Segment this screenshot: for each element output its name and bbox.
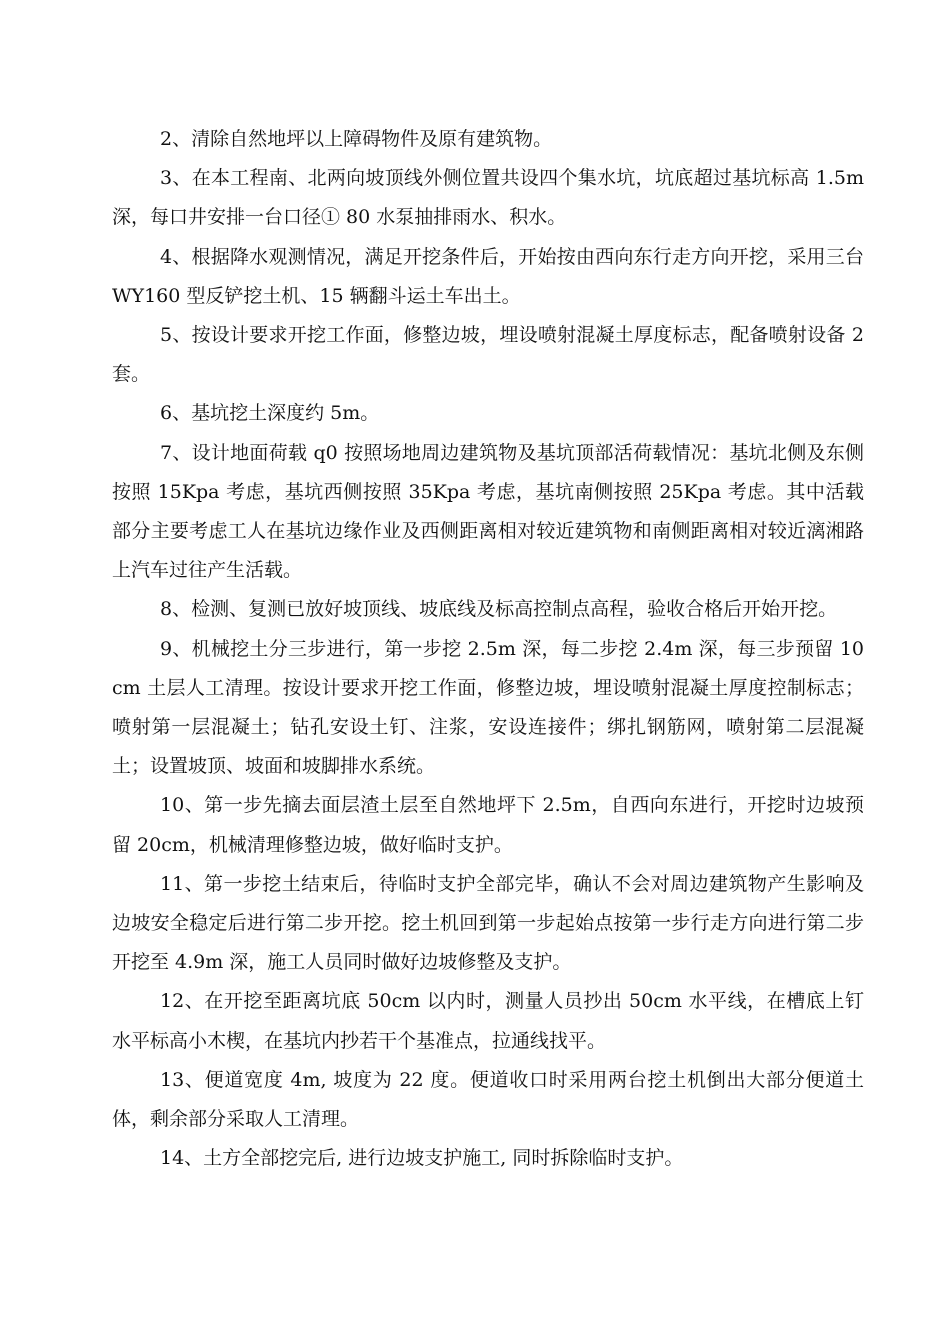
paragraph-item-6: 6、基坑挖土深度约 5m。 <box>160 402 380 425</box>
paragraph-item-3: 3、在本工程南、北两向坡顶线外侧位置共设四个集水坑，坑底超过基坑标高 1.5m 深，每口井安排一台口径① 80 水泵抽排雨水、积水。 <box>112 167 864 229</box>
paragraph-item-13: 13、便道宽度 4m, 坡度为 22 度。便道收口时采用两台挖土机倒出大部分便道土体，剩余部分采取人工清理。 <box>112 1068 864 1131</box>
document-body <box>112 120 864 1178</box>
paragraph-item-5: 5、按设计要求开挖工作面，修整边坡，埋设喷射混凝土厚度标志，配备喷射设备 2 套。 <box>112 324 864 386</box>
paragraph-item-14: 14、土方全部挖完后, 进行边坡支护施工, 同时拆除临时支护。 <box>160 1147 684 1170</box>
paragraph-item-12: 12、在开挖至距离坑底 50cm 以内时，测量人员抄出 50cm 水平线，在槽底上钉水平标高小木楔，在基坑内抄若干个基准点，拉通线找平。 <box>112 990 864 1052</box>
paragraph-item-2: 2、清除自然地坪以上障碍物件及原有建筑物。 <box>160 128 553 150</box>
paragraph-item-11: 11、第一步挖土结束后，待临时支护全部完毕，确认不会对周边建筑物产生影响及边坡安全稳定后进行第二步开挖。挖土机回到第一步起始点按第一步行走方向进行第二步开挖至 4.9m 深，施工人员同时做好边坡修整及支护。 <box>112 872 864 974</box>
paragraph-item-10: 10、第一步先摘去面层渣土层至自然地坪下 2.5m，自西向东进行，开挖时边坡预留 20cm，机械清理修整边坡，做好临时支护。 <box>112 794 864 856</box>
paragraph-item-7: 7、设计地面荷载 q0 按照场地周边建筑物及基坑顶部活荷载情况：基坑北侧及东侧按照 15Kpa 考虑，基坑西侧按照 35Kpa 考虑，基坑南侧按照 25Kpa 考虑。其中活载部分主要考虑工人在基坑边缘作业及西侧距离相对较近建筑物和南侧距离相对较近漓湘路上汽车过往产生活载。 <box>112 441 864 582</box>
paragraph-item-8: 8、检测、复测已放好坡顶线、坡底线及标高控制点高程，验收合格后开始开挖。 <box>160 598 838 621</box>
paragraph-item-9: 9、机械挖土分三步进行，第一步挖 2.5m 深，每二步挖 2.4m 深，每三步预留 10cm 土层人工清理。按设计要求开挖工作面，修整边坡，埋设喷射混凝土厚度控制标志；喷射第一层混凝土；钻孔安设土钉、注浆，安设连接件；绑扎钢筋网，喷射第二层混凝土；设置坡顶、坡面和坡脚排水系统。 <box>112 637 864 778</box>
paragraph-item-4: 4、根据降水观测情况，满足开挖条件后，开始按由西向东行走方向开挖，采用三台 WY160 型反铲挖土机、15 辆翻斗运土车出土。 <box>112 245 864 307</box>
